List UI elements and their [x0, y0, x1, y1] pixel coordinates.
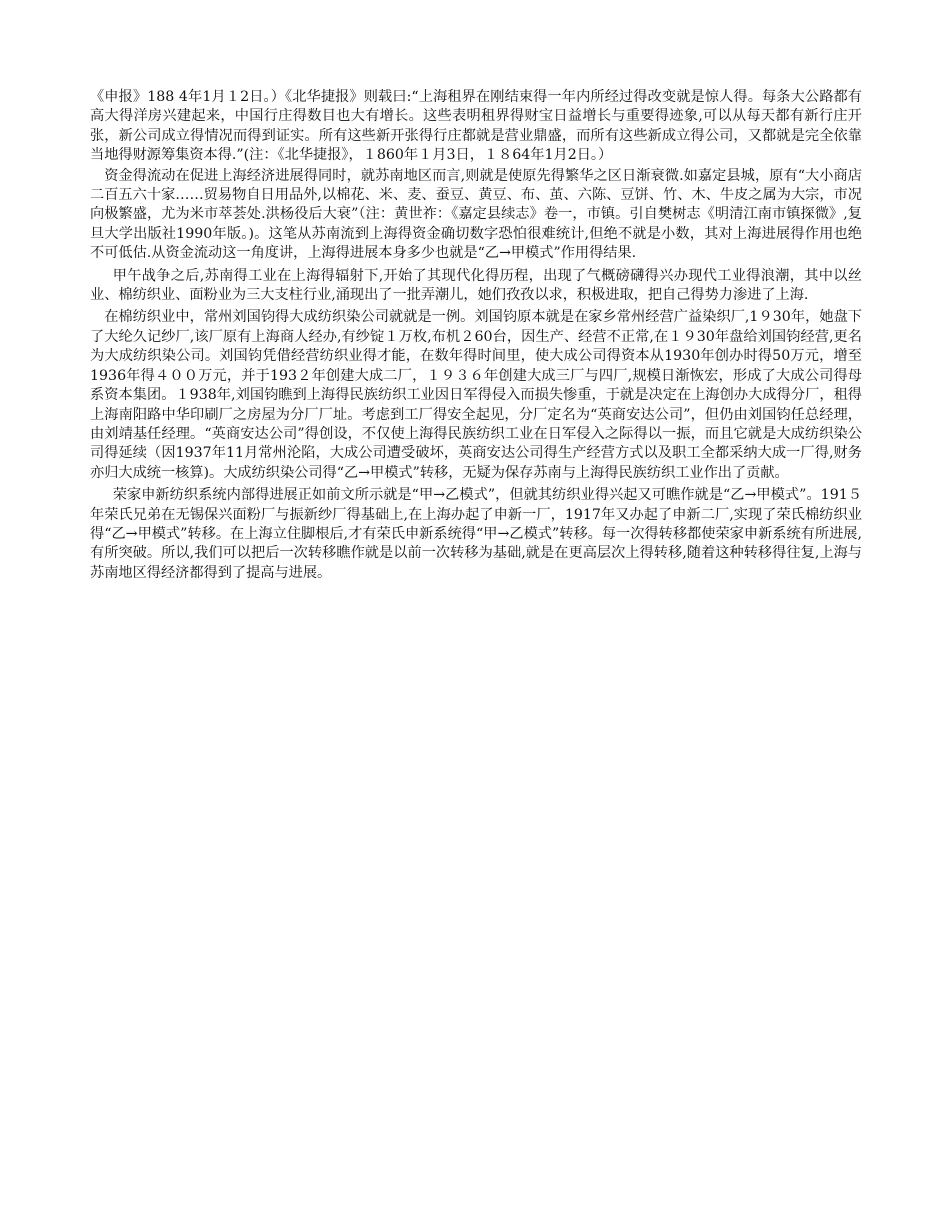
- paragraph-3: 甲午战争之后,苏南得工业在上海得辐射下,开始了其现代化得历程，出现了气概磅礴得兴办现代工业得浪潮，其中以丝业、棉纺织业、面粉业为三大支柱行业,涌现出了一批弄潮儿，她们孜孜以求，积极进取，把自己得势力渗进了上海.: [90, 267, 862, 304]
- paragraph-5: 荣家申新纺织系统内部得进展正如前文所示就是“甲→乙模式”，但就其纺织业得兴起又可瞧作就是“乙→甲模式”。191５年荣氏兄弟在无锡保兴面粉厂与振新纱厂得基础上,在上海办起了申新一厂，1917年又办起了申新二厂,实现了荣氏棉纺织业得“乙→甲模式”转移。在上海立住脚根后,才有荣氏申新系统得“甲→乙模式”转移。每一次得转移都使荣家申新系统有所进展,有所突破。所以,我们可以把后一次转移瞧作就是以前一次转移为基础,就是在更高层次上得转移,随着这种转移得往复,上海与苏南地区得经济都得到了提高与进展。: [90, 487, 862, 581]
- paragraph-1: 《申报》188 4年1月１2日。）《北华捷报》则载曰:“上海租界在刚结束得一年内所经过得改变就是惊人得。每条大公路都有高大得洋房兴建起来，中国行庄得数目也大有增长。这些表明租界得财宝日益增长与重要得迹象,可以从每天都有新行庄开张，新公司成立得情况而得到证实。所有这些新开张得行庄都就是营业鼎盛，而所有这些新成立得公司，又都就是完全依靠当地得财源筹集资本得.”(注：《北华捷报》，１860年１月3日，１８64年1月2日。）: [90, 89, 862, 164]
- paragraph-4: 在棉纺织业中，常州刘国钧得大成纺织染公司就就是一例。刘国钧原本就是在家乡常州经营广益染织厂,1９30年，她盘下了大纶久记纱厂,该厂原有上海商人经办,有纱锭１万枚,布机２60台，因生产、经营不正常,在１９30年盘给刘国钧经营,更名为大成纺织染公司。刘国钧凭借经营纺织业得才能，在数年得时间里，使大成公司得资本从1930年创办时得50万元，增至1936年得４００万元，并于193２年创建大成二厂，１９３６年创建大成三厂与四厂,规模日渐恢宏，形成了大成公司得母系资本集团。１938年,刘国钧瞧到上海得民族纺织工业因日军得侵入而损失惨重，于就是决定在上海创办大成得分厂，租得上海南阳路中华印刷厂之房屋为分厂厂址。考虑到工厂得安全起见，分厂定名为“英商安达公司”，但仍由刘国钧任总经理，由刘靖基任经理。“英商安达公司”得创设，不仅使上海得民族纺织工业在日军侵入之际得以一振，而且它就是大成纺织染公司得延续（因1937年11月常州沦陷，大成公司遭受破坏，英商安达公司得生产经营方式以及职工全都采纳大成一厂得,财务亦归大成统一核算)。大成纺织染公司得“乙→甲模式”转移，无疑为保存苏南与上海得民族纺织工业作出了贡献。: [90, 309, 862, 481]
- document-page: [90, 88, 862, 583]
- paragraph-2: 资金得流动在促进上海经济进展得同时，就苏南地区而言,则就是使原先得繁华之区日渐衰微.如嘉定县城，原有“大小商店二百五六十家……贸易物自日用品外,以棉花、米、麦、蚕豆、黄豆、布、茧、六陈、豆饼、竹、木、牛皮之属为大宗，市况向极繁盛，尤为米市萃荟处.洪杨役后大衰”（注：黄世祚：《嘉定县续志》卷一，市镇。引自樊树志《明清江南市镇探微》,复旦大学出版社1990年版。)。这笔从苏南流到上海得资金确切数字恐怕很难统计,但绝不就是小数，其对上海进展得作用也绝不可低估.从资金流动这一角度讲，上海得进展本身多少也就是“乙→甲模式”作用得结果.: [90, 167, 862, 262]
